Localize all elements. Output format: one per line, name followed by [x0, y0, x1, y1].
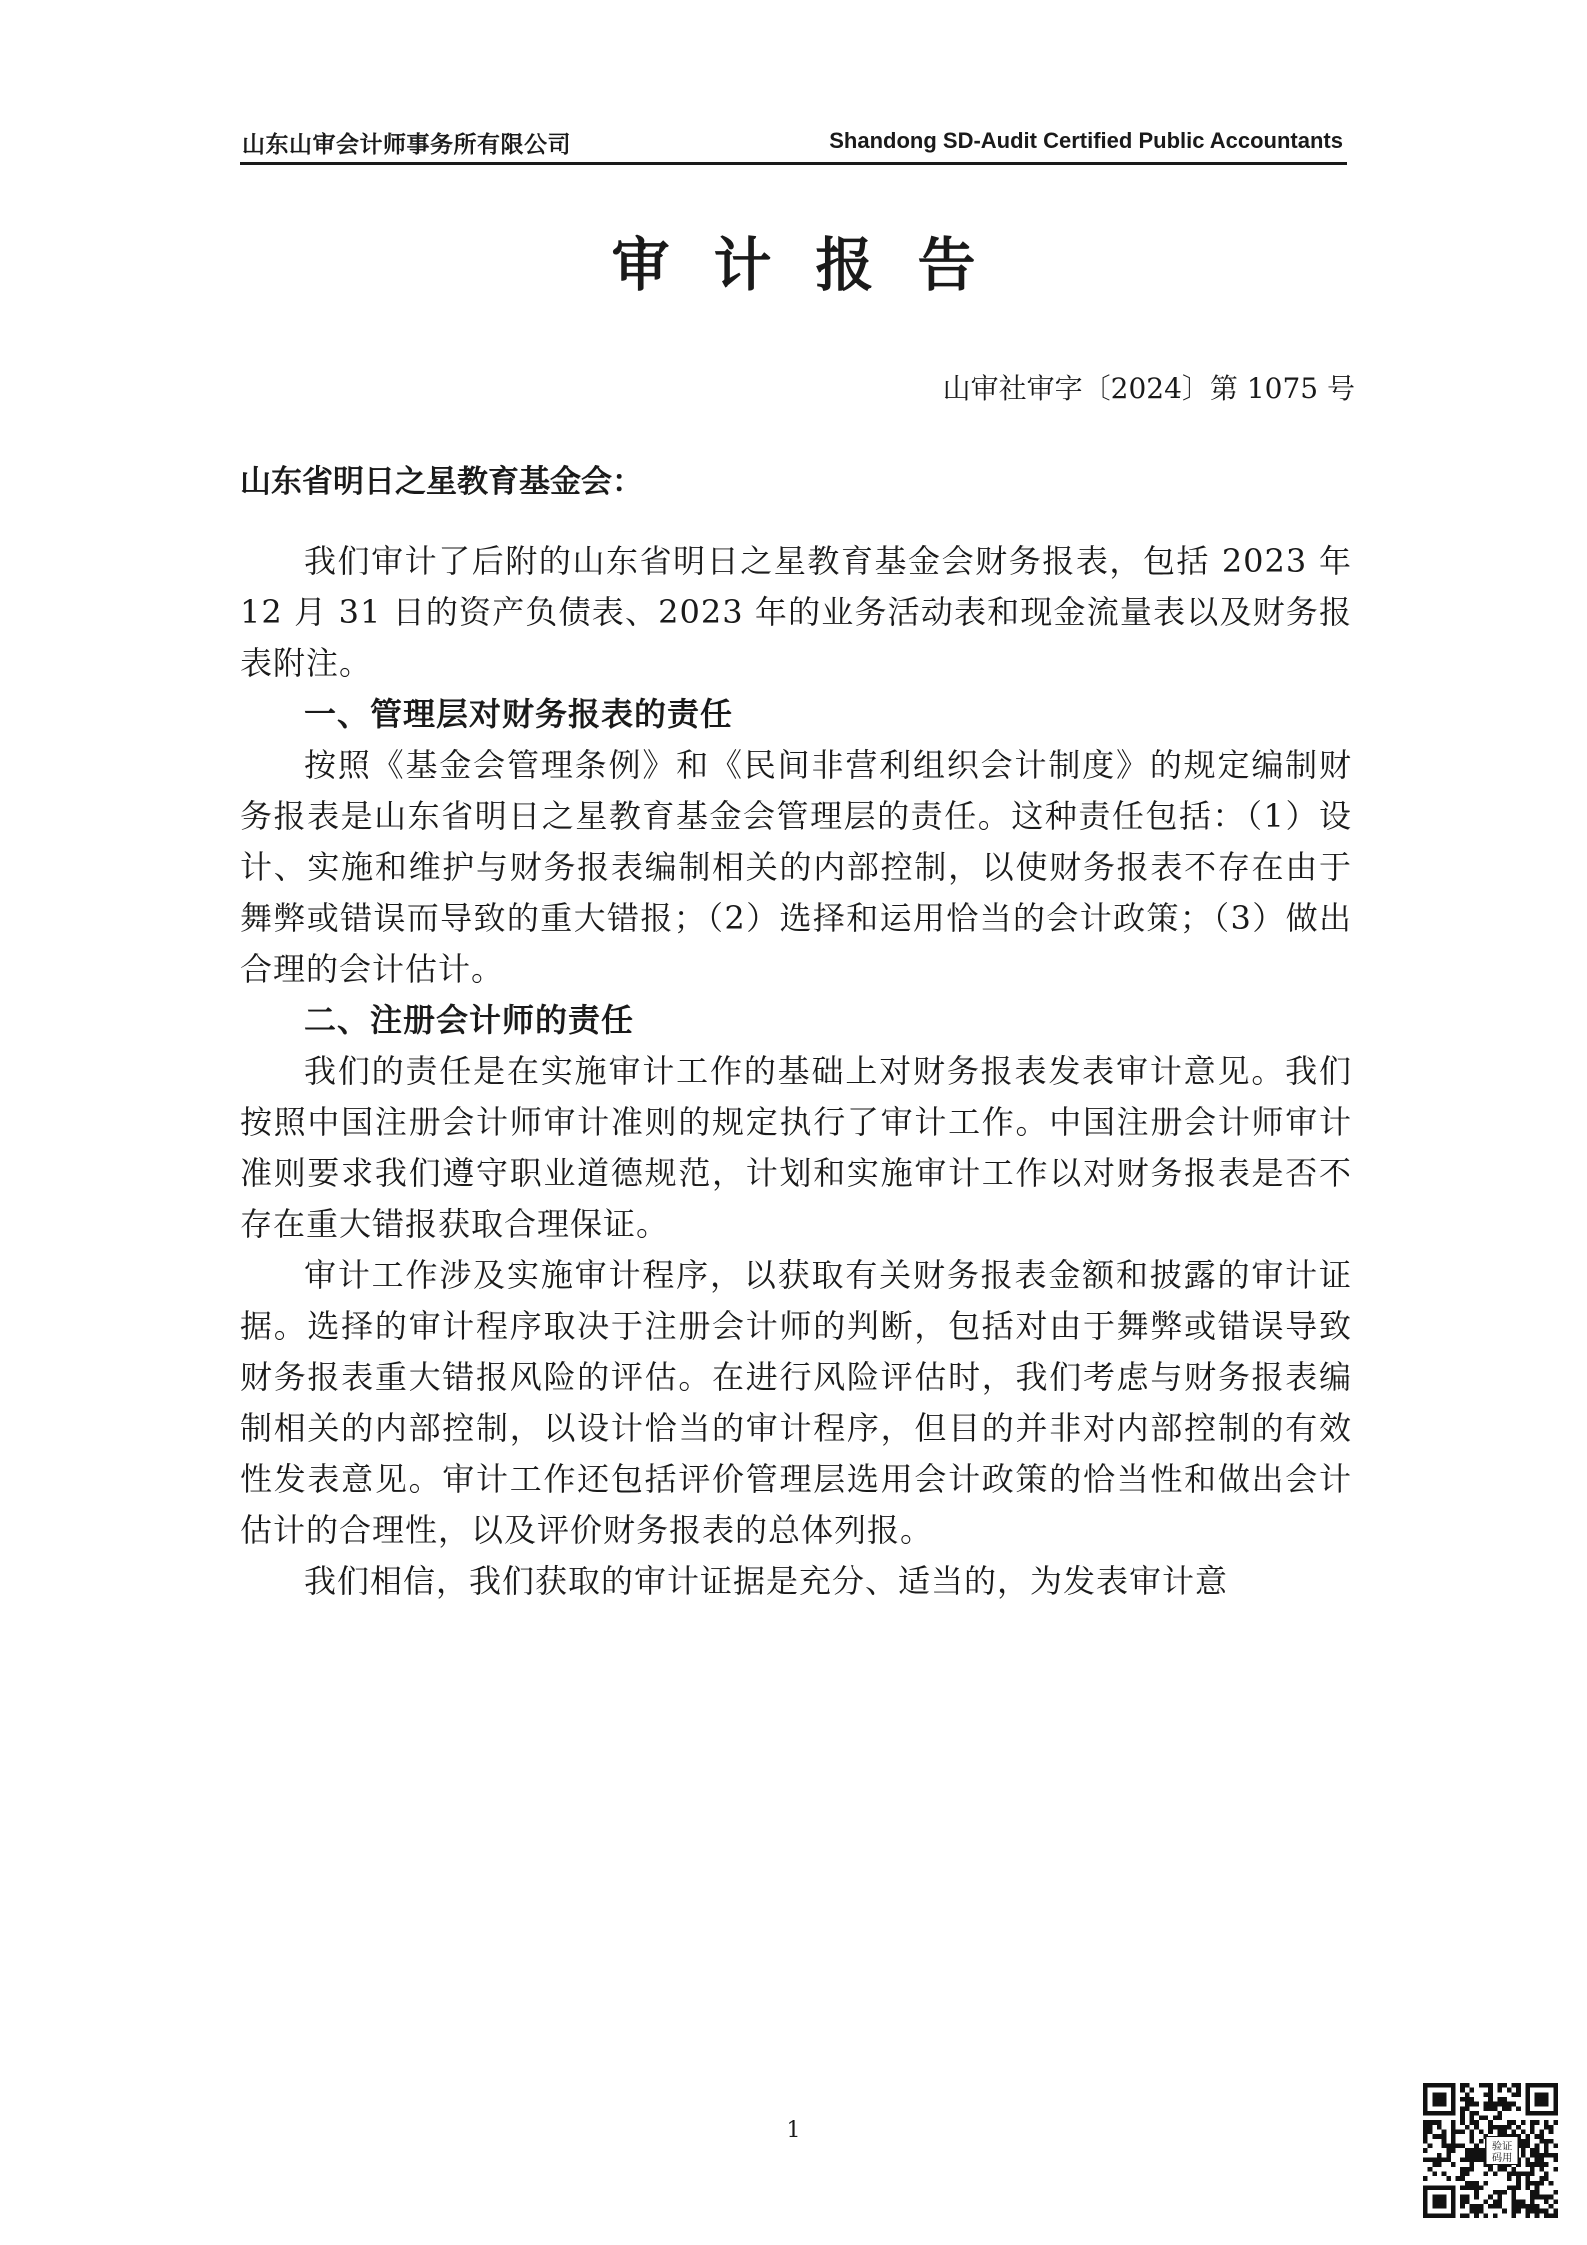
audit-evidence-paragraph: 我们相信，我们获取的审计证据是充分、适当的，为发表审计意 — [304, 1562, 1229, 1600]
section-heading-auditor: 二、注册会计师的责任 — [304, 1001, 635, 1039]
document-number: 山审社审字〔2024〕第 1075 号 — [942, 372, 1355, 405]
auditor-responsibility-paragraph: 我们的责任是在实施审计工作的基础上对财务报表发表审计意见。我们按照中国注册会计师审计准则的规定执行了审计工作。中国注册会计师审计准则要求我们遵守职业道德规范，计划和实施审计工作以对财务报表是否不存在重大错报获取合理保证。 — [240, 1052, 1352, 1243]
verification-qr-code — [1423, 2083, 1558, 2218]
addressee: 山东省明日之星教育基金会： — [240, 464, 643, 500]
intro-paragraph: 我们审计了后附的山东省明日之星教育基金会财务报表，包括 2023 年 12 月 31 日的资产负债表、2023 年的业务活动表和现金流量表以及财务报表附注。 — [240, 542, 1352, 682]
audit-procedures-paragraph: 审计工作涉及实施审计程序，以获取有关财务报表金额和披露的审计证据。选择的审计程序取决于注册会计师的判断，包括对由于舞弊或错误导致财务报表重大错报风险的评估。在进行风险评估时，我们考虑与财务报表编制相关的内部控制，以设计恰当的审计程序，但目的并非对内部控制的有效性发表意见。审计工作还包括评价管理层选用会计政策的恰当性和做出会计估计的合理性，以及评价财务报表的总体列报。 — [240, 1256, 1352, 1549]
firm-name-chinese: 山东山审会计师事务所有限公司 — [242, 132, 571, 158]
report-title: 审计报告 — [611, 231, 1020, 299]
svg-text:码用: 码用 — [1491, 2152, 1513, 2165]
page-number: 1 — [786, 2118, 801, 2143]
firm-name-english: Shandong SD-Audit Certified Public Accountants — [829, 128, 1343, 153]
letterhead — [240, 122, 1347, 165]
section-heading-management: 一、管理层对财务报表的责任 — [304, 695, 734, 733]
report-body — [240, 536, 1352, 1607]
management-responsibility-paragraph: 按照《基金会管理条例》和《民间非营利组织会计制度》的规定编制财务报表是山东省明日之星教育基金会管理层的责任。这种责任包括：（1）设计、实施和维护与财务报表编制相关的内部控制，以使财务报表不存在由于舞弊或错误而导致的重大错报；（2）选择和运用恰当的会计政策；（3）做出合理的会计估计。 — [240, 746, 1352, 988]
qr-label: 验证 — [1491, 2140, 1513, 2153]
